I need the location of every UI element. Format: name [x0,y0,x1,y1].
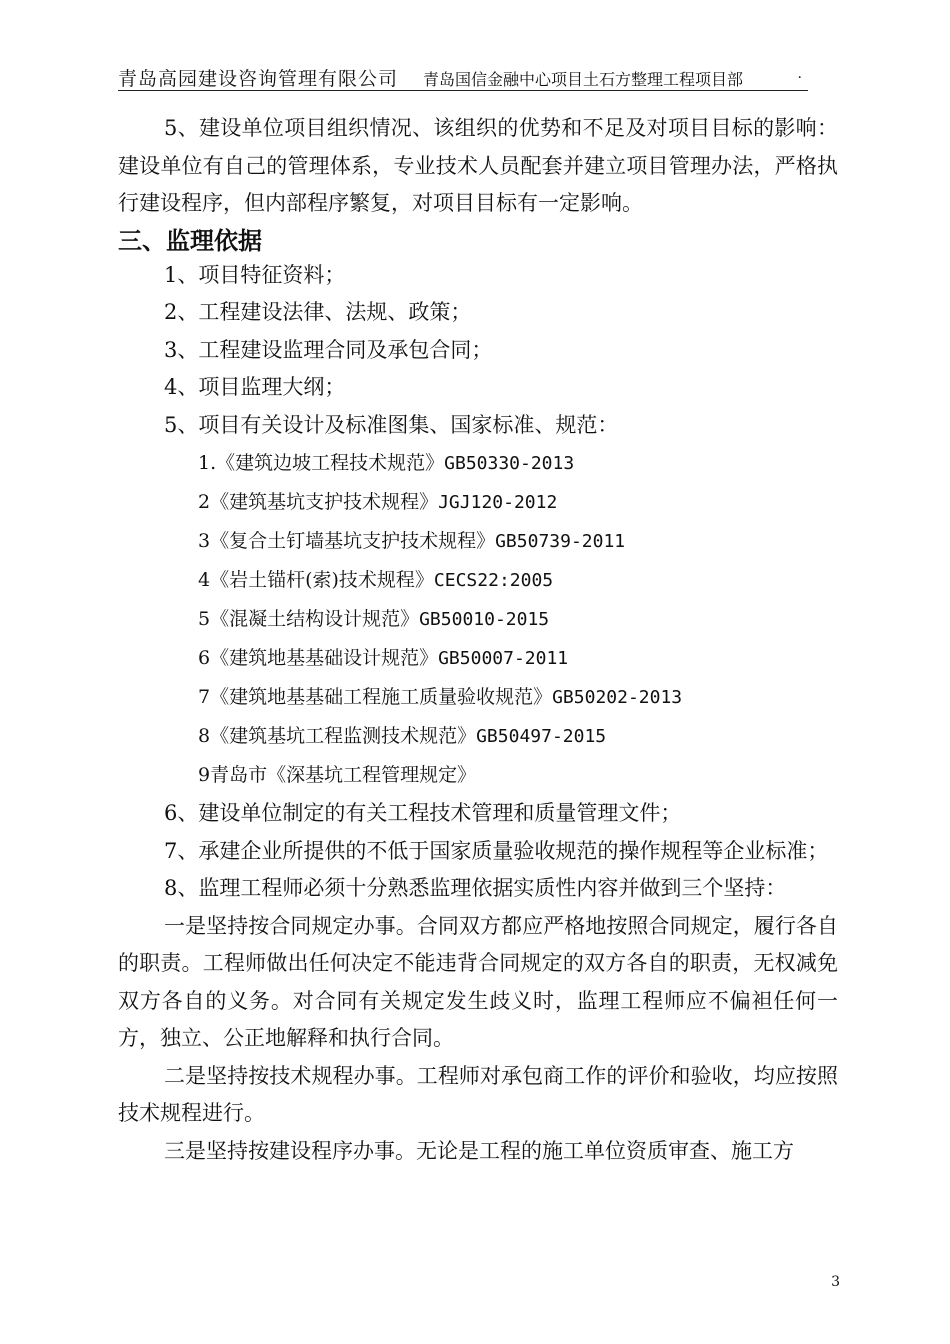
standard-item [118,756,838,795]
standard-name: 5《混凝土结构设计规范》 [198,608,420,630]
header-mark: . [797,66,802,82]
standard-name: 9青岛市《深基坑工程管理规定》 [198,764,477,786]
paragraph-item-5: 5、建设单位项目组织情况、该组织的优势和不足及对项目目标的影响：建设单位有自己的管理体系，专业技术人员配套并建立项目管理办法，严格执行建设程序，但内部程序繁复，对项目目标有一定影响。 [118,116,838,215]
standard-item [118,600,838,639]
standard-code: GB50330-2013 [444,453,575,474]
standard-name: 7《建筑地基基础工程施工质量验收规范》 [198,686,553,708]
persist-paragraph-1: 一是坚持按合同规定办事。合同双方都应严格地按照合同规定，履行各自的职责。工程师做出任何决定不能违背合同规定的双方各自的职责，无权减免双方各自的义务。对合同有关规定发生歧义时，监理工程师应不偏袒任何一方，独立、公正地解释和执行合同。 [118,913,838,1050]
standard-code: GB50497-2015 [476,726,607,747]
persist-paragraph-2: 二是坚持按技术规程办事。工程师对承包商工作的评价和验收，均应按照技术规程进行。 [118,1063,838,1125]
persist-paragraph-3: 三是坚持按建设程序办事。无论是工程的施工单位资质审查、施工方 [164,1138,794,1163]
standard-code: GB50739-2011 [495,531,626,552]
section-title: 三、监理依据 [118,226,262,255]
basis-item-3: 3、工程建设监理合同及承包合同； [164,337,493,362]
standard-name: 2《建筑基坑支护技术规程》 [198,491,439,513]
standard-name: 1.《建筑边坡工程技术规范》 [198,452,445,474]
standard-item [118,483,838,522]
standard-name: 3《复合土钉墙基坑支护技术规程》 [198,530,496,552]
basis-item-1: 1、项目特征资料； [164,262,346,287]
basis-item-7: 7、承建企业所提供的不低于国家质量验收规范的操作规程等企业标准； [164,838,829,863]
standard-item [118,639,838,678]
document-body [118,110,838,1170]
standard-name: 6《建筑地基基础设计规范》 [198,647,439,669]
header-company: 青岛高园建设咨询管理有限公司 [118,68,399,90]
basis-item-8: 8、监理工程师必须十分熟悉监理依据实质性内容并做到三个坚持： [164,876,787,900]
page-header [118,58,808,91]
standard-item [118,678,838,717]
header-project: 青岛国信金融中心项目土石方整理工程项目部 [423,70,744,89]
basis-item-6: 6、建设单位制定的有关工程技术管理和质量管理文件； [164,801,682,825]
standard-item [118,561,838,600]
standard-code: GB50007-2011 [438,648,569,669]
standard-item [118,444,838,483]
page-number: 3 [831,1274,840,1290]
standard-name: 8《建筑基坑工程监测技术规范》 [198,725,477,747]
standard-code: CECS22:2005 [433,570,554,591]
standard-code: JGJ120-2012 [438,492,558,513]
basis-item-4: 4、项目监理大纲； [164,375,346,399]
standard-code: GB50202-2013 [552,687,683,708]
standard-name: 4《岩土锚杆(索)技术规程》 [198,569,434,591]
standard-item [118,717,838,756]
standard-code: GB50010-2015 [419,609,550,630]
standard-item [118,522,838,561]
basis-item-2: 2、工程建设法律、法规、政策； [164,300,472,324]
basis-item-5: 5、项目有关设计及标准图集、国家标准、规范： [164,412,619,437]
